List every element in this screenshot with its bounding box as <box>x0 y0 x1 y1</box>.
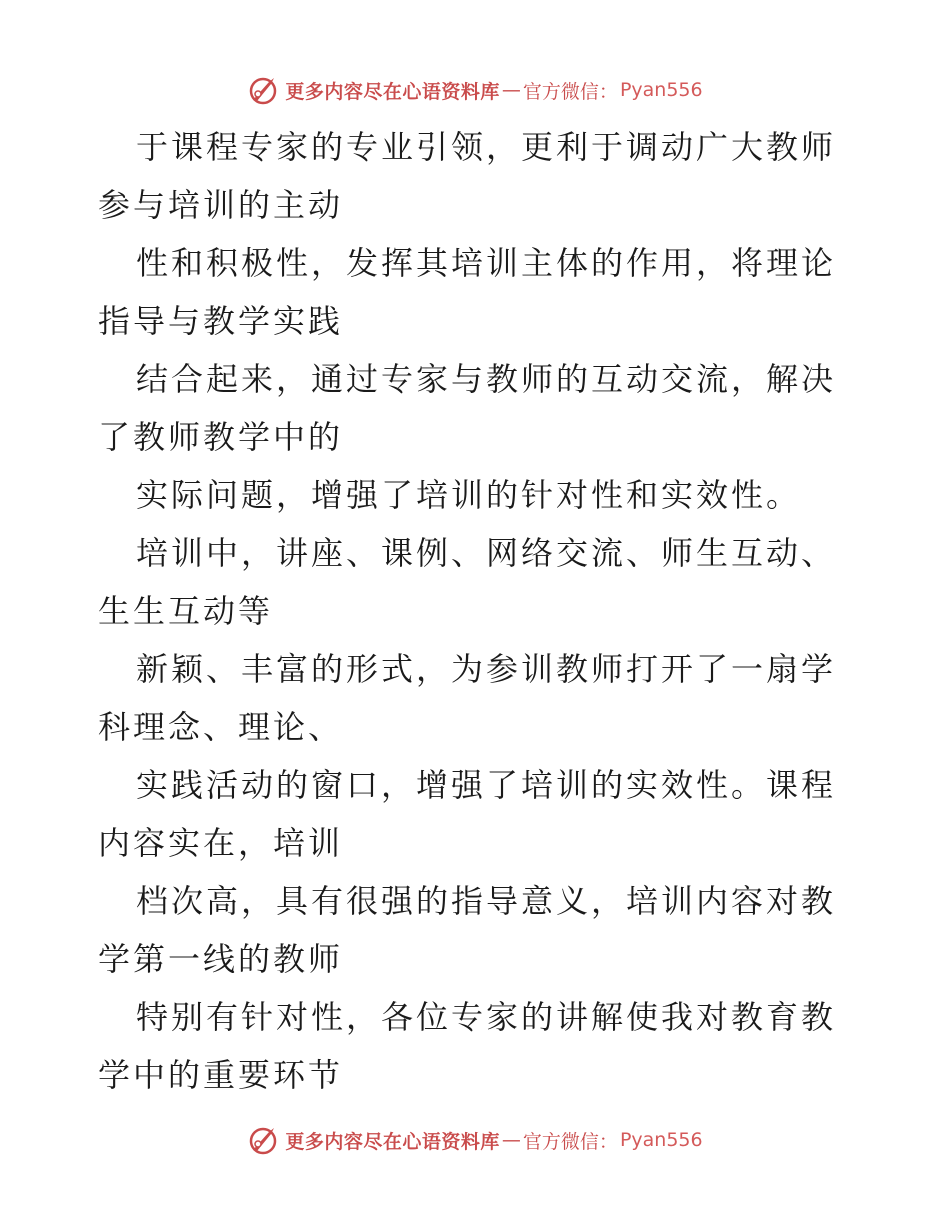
paragraph: 于课程专家的专业引领，更利于调动广大教师参与培训的主动 <box>98 128 837 224</box>
quill-seal-icon <box>247 74 279 106</box>
paragraph: 性和积极性，发挥其培训主体的作用，将理论指导与教学实践 <box>98 244 837 340</box>
banner-title: 更多内容尽在心语资料库 <box>285 80 500 103</box>
document-body <box>98 118 858 1104</box>
banner-contact-label: 官方微信： <box>522 80 618 103</box>
banner-title: 更多内容尽在心语资料库 <box>285 1130 500 1153</box>
banner-contact-label: 官方微信： <box>522 1130 618 1153</box>
footer-banner <box>0 1120 950 1160</box>
paragraph: 培训中，讲座、课例、网络交流、师生互动、生生互动等 <box>98 534 837 630</box>
paragraph: 档次高，具有很强的指导意义，培训内容对教学第一线的教师 <box>98 882 837 978</box>
paragraph: 特别有针对性，各位专家的讲解使我对教育教学中的重要环节 <box>98 998 837 1094</box>
header-banner <box>0 70 950 110</box>
paragraph: 结合起来，通过专家与教师的互动交流，解决了教师教学中的 <box>98 360 837 456</box>
paragraph: 实践活动的窗口，增强了培训的实效性。课程内容实在，培训 <box>98 766 837 862</box>
quill-seal-icon <box>247 1124 279 1156</box>
paragraph: 新颖、丰富的形式，为参训教师打开了一扇学科理念、理论、 <box>98 650 837 746</box>
banner-contact-id: Pyan556 <box>619 1129 703 1151</box>
paragraph: 实际问题，增强了培训的针对性和实效性。 <box>136 476 802 514</box>
banner-separator: — <box>501 1129 521 1151</box>
banner-contact-id: Pyan556 <box>619 79 703 101</box>
banner-separator: — <box>501 79 521 101</box>
